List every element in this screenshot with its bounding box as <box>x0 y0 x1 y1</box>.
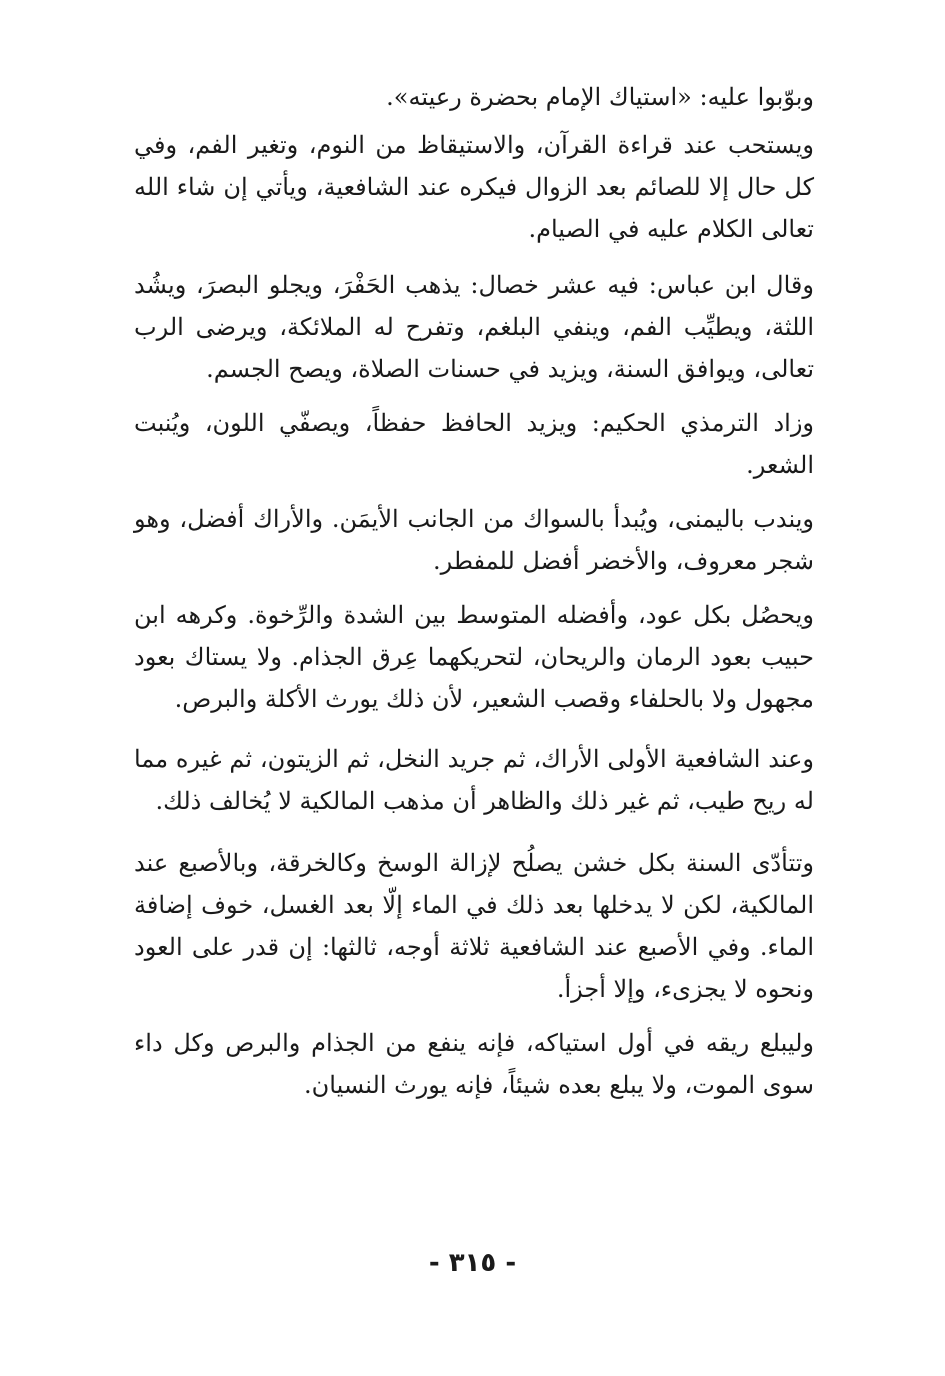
paragraph-6: ويحصُل بكل عود، وأفضله المتوسط بين الشدة والرِّخوة. وكرهه ابن حبيب بعود الرمان والريحان، لتحريكهما عِرق الجذام. ولا يستاك بعود مجهول ولا بالحلفاء وقصب الشعير، لأن ذلك يورث الأكلة والبرص. <box>134 601 814 713</box>
page-number: - ٣١٥ - <box>428 1248 517 1278</box>
paragraph-7: وعند الشافعية الأولى الأراك، ثم جريد النخل، ثم الزيتون، ثم غيره مما له ريح طيب، ثم غير ذلك والظاهر أن مذهب المالكية لا يُخالف ذلك. <box>134 745 814 815</box>
body-text <box>134 76 814 1106</box>
paragraph-8: وتتأدّى السنة بكل خشن يصلُح لإزالة الوسخ وكالخرقة، وبالأصبع عند المالكية، لكن لا يدخلها بعد ذلك في الماء إلّا بعد الغسل، خوف إضافة الماء. وفي الأصبع عند الشافعية ثلاثة أوجه، ثالثها: إن قدر على العود ونحوه لا يجزىء، وإلا أجزأ. <box>134 849 814 1003</box>
paragraph-3: وقال ابن عباس: فيه عشر خصال: يذهب الحَفْرَ، ويجلو البصرَ، ويشُد اللثة، ويطيِّب الفم، وينفي البلغم، وتفرح له الملائكة، ويرضى الرب تعالى، ويوافق السنة، ويزيد في حسنات الصلاة، ويصح الجسم. <box>134 271 814 383</box>
paragraph-9: وليبلع ريقه في أول استياكه، فإنه ينفع من الجذام والبرص وكل داء سوى الموت، ولا يبلع بعده شيئاً، فإنه يورث النسيان. <box>134 1029 814 1099</box>
paragraph-2: ويستحب عند قراءة القرآن، والاستيقاظ من النوم، وتغير الفم، وفي كل حال إلا للصائم بعد الزوال فيكره عند الشافعية، ويأتي إن شاء الله تعالى الكلام عليه في الصيام. <box>134 131 814 243</box>
paragraph-5: ويندب باليمنى، ويُبدأ بالسواك من الجانب الأيمَن. والأراك أفضل، وهو شجر معروف، والأخضر أفضل للمفطر. <box>134 505 814 575</box>
paragraph-4: وزاد الترمذي الحكيم: ويزيد الحافظ حفظاً، ويصفّي اللون، ويُنبت الشعر. <box>134 409 814 479</box>
paragraph-1: وبوّبوا عليه: «استياك الإمام بحضرة رعيته». <box>386 83 814 111</box>
